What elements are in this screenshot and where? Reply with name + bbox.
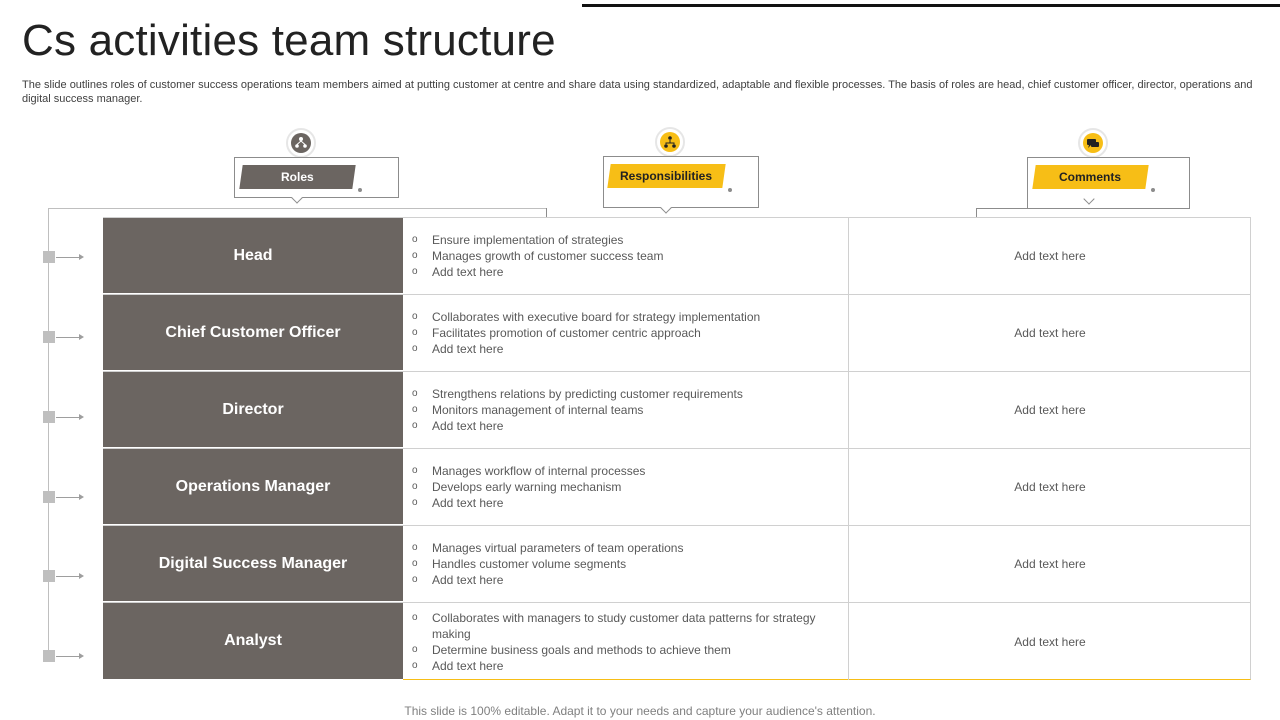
responsibility-text: Manages workflow of internal processes [432,464,646,478]
comment-cell: Add text here [1014,249,1086,263]
comments-connector [976,208,977,217]
slide-subtitle: The slide outlines roles of customer success operations team members aimed at putting customer at centre and share data using standardized, adaptable and flexible processes. The basis of roles are head, chief customer officer, director, operations and digital success manager. [22,79,1253,105]
bullet-marker: o [412,659,418,671]
table-row [103,217,1251,294]
responsibility-item [412,325,848,341]
responsibilities-tag: Responsibilities [607,164,725,188]
table-row [103,525,1251,602]
responsibility-text: Facilitates promotion of customer centric approach [432,326,701,340]
bullet-marker: o [412,611,418,623]
responsibility-item [412,642,848,658]
responsibility-item [412,232,848,248]
bullet-marker: o [412,250,418,261]
responsibility-text: Manages growth of customer success team [432,249,664,263]
responsibility-item [412,386,848,402]
comment-cell: Add text here [1014,634,1086,649]
bullet-marker: o [412,327,418,338]
bullet-marker: o [412,266,418,277]
bullet-marker: o [412,497,418,508]
bullet-marker: o [412,465,418,476]
table-row [103,371,1251,448]
responsibility-text: Add text here [432,496,504,510]
timeline-marker [43,650,55,662]
bullet-marker: o [412,343,418,354]
bullet-marker: o [412,643,418,655]
responsibilities-cell [403,295,849,371]
roles-header-dot [358,188,362,192]
bullet-marker: o [412,388,418,399]
bullet-marker: o [412,311,418,322]
comment-cell: Add text here [1014,557,1086,571]
timeline-arrow [56,337,82,338]
responsibility-text: Add text here [432,658,504,673]
bullet-marker: o [412,481,418,492]
table-row [103,602,1251,680]
bullet-marker: o [412,558,418,569]
responsibilities-cell [403,449,849,525]
comments-header-dot [1151,188,1155,192]
timeline-arrow [56,576,82,577]
bullet-marker: o [412,404,418,415]
timeline-arrow [56,656,82,657]
responsibility-item [412,540,848,556]
responsibility-text: Handles customer volume segments [432,557,627,571]
comments-tag: Comments [1032,165,1148,189]
timeline-marker [43,331,55,343]
role-cell: Chief Customer Officer [103,295,403,371]
table-row [103,294,1251,371]
timeline-marker [43,251,55,263]
comments-connector-horizontal [976,208,1028,209]
timeline-line [48,208,49,660]
responsibility-text: Collaborates with managers to study customer data patterns for strategy making [432,610,816,641]
comment-cell: Add text here [1014,326,1086,340]
responsibility-text: Manages virtual parameters of team operations [432,541,684,555]
responsibility-item [412,309,848,325]
timeline-arrow [56,497,82,498]
org-chart-icon [286,128,316,158]
responsibility-item [412,463,848,479]
responsibility-text: Develops early warning mechanism [432,480,622,494]
slide-footer: This slide is 100% editable. Adapt it to your needs and capture your audience's attention. [404,704,876,718]
comment-cell: Add text here [1014,480,1086,494]
network-icon [655,127,685,157]
responsibility-item [412,572,848,588]
role-cell: Director [103,372,403,448]
responsibilities-cell [403,218,849,294]
role-cell: Head [103,218,403,294]
responsibility-text: Add text here [432,419,504,433]
responsibility-item [412,610,848,642]
team-structure-table [103,217,1251,680]
timeline-arrow [56,257,82,258]
responsibility-item [412,495,848,511]
bullet-marker: o [412,542,418,553]
slide-title: Cs activities team structure [22,16,556,65]
timeline-marker [43,570,55,582]
role-cell: Digital Success Manager [103,526,403,602]
responsibility-item [412,658,848,674]
responsibility-item [412,264,848,280]
table-row [103,448,1251,525]
responsibility-item [412,341,848,357]
comment-cell: Add text here [1014,403,1086,417]
timeline-marker [43,411,55,423]
timeline-arrow [56,417,82,418]
responsibility-text: Strengthens relations by predicting customer requirements [432,387,743,401]
bullet-marker: o [412,574,418,585]
responsibilities-header-dot [728,188,732,192]
responsibility-text: Collaborates with executive board for strategy implementation [432,310,761,324]
timeline-top-line [48,208,546,209]
responsibility-item [412,556,848,572]
bullet-marker: o [412,234,418,245]
bullet-marker: o [412,420,418,431]
responsibility-item [412,248,848,264]
timeline-marker [43,491,55,503]
responsibility-text: Add text here [432,573,504,587]
responsibility-text: Ensure implementation of strategies [432,233,624,247]
roles-tag: Roles [239,165,355,189]
responsibilities-connector [546,208,547,217]
responsibility-item [412,418,848,434]
responsibility-text: Monitors management of internal teams [432,403,644,417]
responsibilities-cell [403,526,849,602]
responsibility-text: Determine business goals and methods to achieve them [432,642,731,657]
chat-icon [1078,128,1108,158]
responsibilities-cell [403,603,849,680]
role-cell: Analyst [103,603,403,680]
responsibility-text: Add text here [432,342,504,356]
responsibility-item [412,479,848,495]
role-cell: Operations Manager [103,449,403,525]
top-rule [582,4,1280,7]
responsibilities-cell [403,372,849,448]
responsibility-text: Add text here [432,265,504,279]
responsibility-item [412,402,848,418]
